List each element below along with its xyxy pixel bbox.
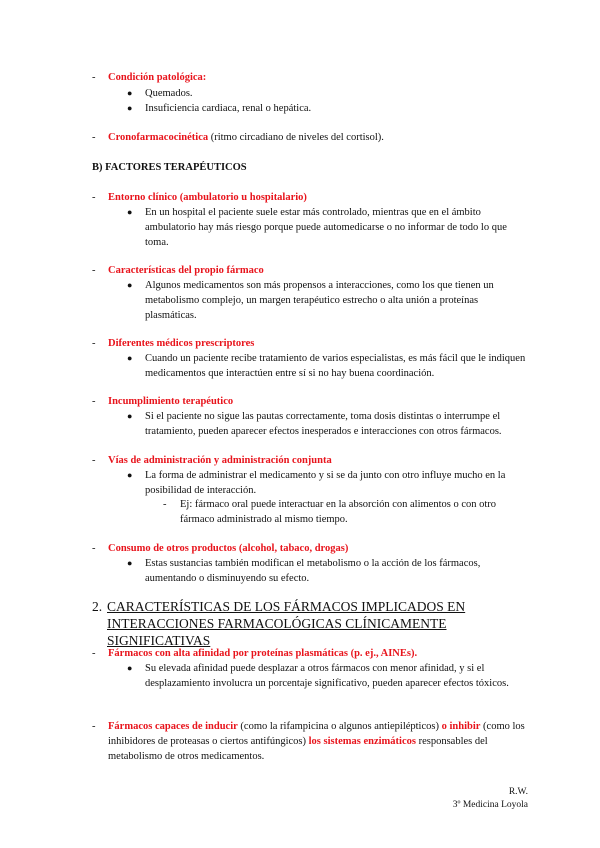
highlight-inducir: Fármacos capaces de inducir [108, 721, 238, 732]
section-title: Fármacos con alta afinidad por proteínas plasmáticas (p. ej., AINEs). [108, 648, 418, 659]
dash-marker: - [92, 338, 96, 349]
section-title: Diferentes médicos prescriptores [108, 338, 255, 349]
dash-marker: - [92, 648, 96, 659]
bullet-marker: ● [127, 280, 133, 290]
sub-bullet-text: Ej: fármaco oral puede interactuar en la absorción con alimentos o con otro fármaco administrado al mismo tiempo. [180, 499, 497, 525]
highlight-inhibir: o inhibir [441, 721, 481, 732]
bullet-text: Su elevada afinidad puede desplazar a otros fármacos con menor afinidad, y si el desplazamiento involucra un porcentaje significativo, pueden aparecer efectos tóxicos. [145, 663, 509, 689]
bullet-text: Quemados. [145, 88, 193, 99]
section-title: Vías de administración y administración conjunta [108, 455, 332, 466]
bullet-marker: ● [127, 88, 133, 98]
bullet-marker: ● [127, 411, 133, 421]
highlight-sistemas: los sistemas enzimáticos [308, 736, 416, 747]
bullet-marker: ● [127, 470, 133, 480]
footer-course: 3º Medicina Loyola [452, 800, 528, 810]
bullet-marker: ● [127, 663, 133, 673]
section-title: Entorno clínico (ambulatorio u hospitalario) [108, 192, 307, 203]
bullet-marker: ● [127, 558, 133, 568]
dash-marker: - [92, 396, 96, 407]
bullet-text: Insuficiencia cardiaca, renal o hepática. [145, 103, 312, 114]
bullet-marker: ● [127, 353, 133, 363]
section-title: Características del propio fármaco [108, 265, 264, 276]
heading-number: 2. [92, 599, 103, 614]
section-rest: (ritmo circadiano de niveles del cortisol). [208, 132, 384, 143]
heading-text: CARACTERÍSTICAS DE LOS FÁRMACOS IMPLICADOS EN INTERACCIONES FARMACOLÓGICAS CLÍNICAMENTE SIGNIFICATIVAS [107, 599, 466, 648]
bullet-marker: ● [127, 103, 133, 113]
section-title: Consumo de otros productos (alcohol, tabaco, drogas) [108, 543, 349, 554]
section-paragraph [108, 719, 538, 764]
text-part: responsables del metabolismo de otros medicamentos. [108, 736, 488, 762]
footer [453, 786, 528, 812]
footer-initials: R.W. [508, 787, 528, 797]
text-part: (como la rifampicina o algunos antiepilépticos) [237, 721, 442, 732]
bullet-text: Si el paciente no sigue las pautas correctamente, toma dosis distintas o interrumpe el tratamiento, pueden aparecer efectos inesperados e interacciones con otros fármacos. [145, 411, 502, 437]
bullet-text: Estas sustancias también modifican el metabolismo o la acción de los fármacos, aumentando o disminuyendo su efecto. [145, 558, 481, 584]
bullet-marker: ● [127, 207, 133, 217]
section-paragraph [108, 130, 538, 145]
dash-marker: - [92, 192, 96, 203]
bullet-text: En un hospital el paciente suele estar más controlado, mientras que en el ámbito ambulatorio hay más riesgo porque puede automedicarse o no informar de todo lo que toma. [145, 207, 507, 248]
dash-marker: - [92, 721, 96, 732]
bullet-text: Cuando un paciente recibe tratamiento de varios especialistas, es más fácil que le indiquen medicamentos que interactúen entre sí si no hay buena coordinación. [145, 353, 526, 379]
dash-marker: - [92, 265, 96, 276]
text-part: (como los inhibidores de proteasas o ciertos antifúngicos) [108, 721, 525, 747]
dash-marker: - [92, 543, 96, 554]
section-title: Condición patológica: [108, 72, 207, 83]
bullet-text: La forma de administrar el medicamento y si se da junto con otro influye mucho en la posibilidad de interacción. [145, 470, 506, 496]
dash-marker: - [92, 132, 96, 143]
section-heading-b: B) FACTORES TERAPÉUTICOS [92, 162, 247, 173]
bullet-text: Algunos medicamentos son más propensos a interacciones, como los que tienen un metabolismo complejo, un margen terapéutico estrecho o alta unión a proteínas plasmáticas. [145, 280, 494, 321]
sub-dash-marker: - [163, 499, 167, 510]
section-title: Cronofarmacocinética [108, 132, 209, 143]
dash-marker: - [92, 455, 96, 466]
section-title: Incumplimiento terapéutico [108, 396, 234, 407]
dash-marker: - [92, 72, 96, 83]
